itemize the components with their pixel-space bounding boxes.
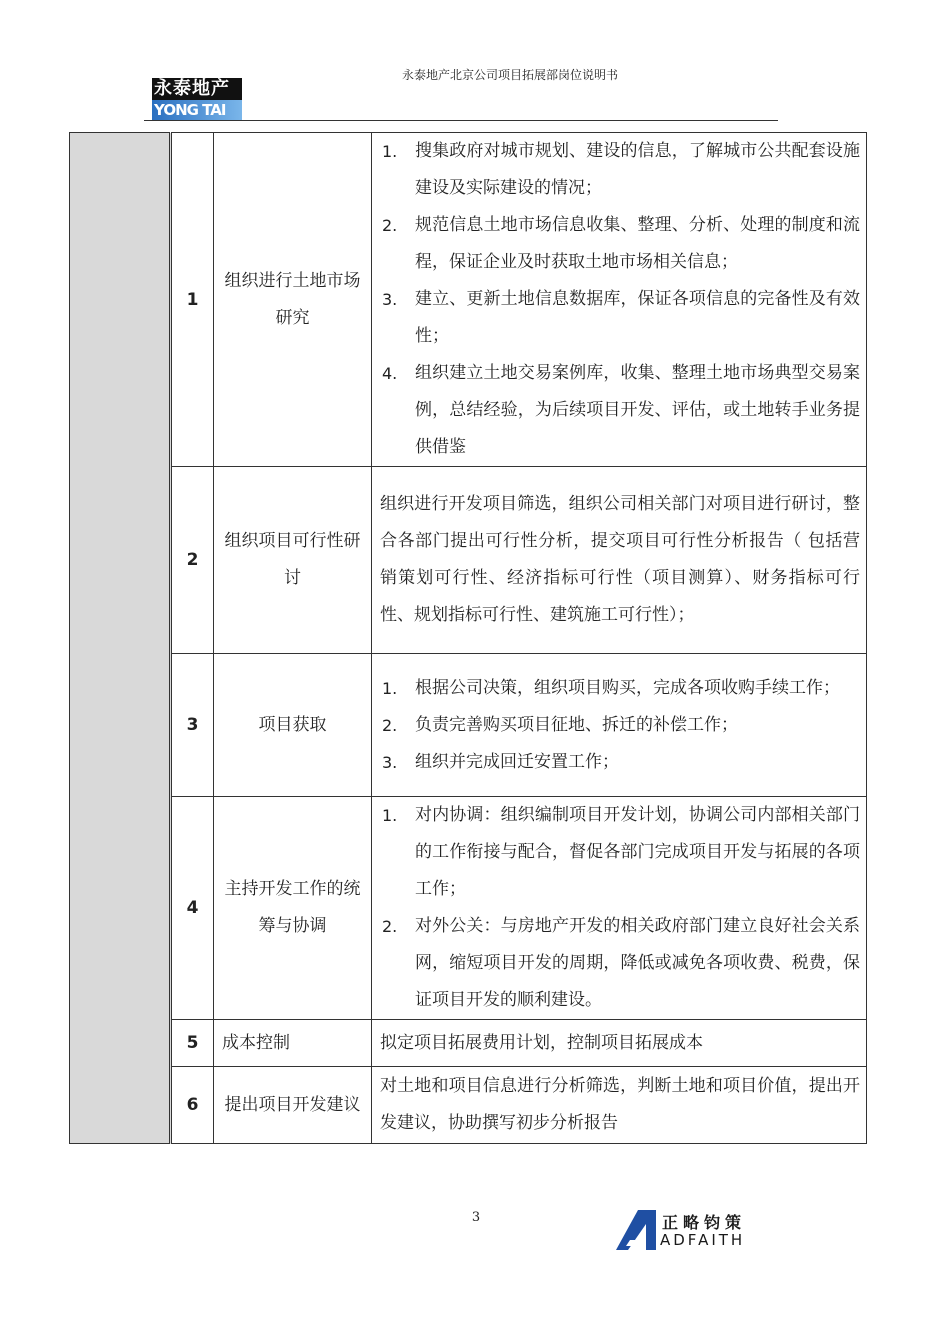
company-logo bbox=[152, 78, 242, 122]
duty-title: 主持开发工作的统筹与协调 bbox=[214, 797, 372, 1020]
list-number: 1. bbox=[382, 806, 398, 825]
list-item bbox=[380, 707, 860, 744]
logo-chinese-text: 永泰地产 bbox=[152, 78, 242, 100]
document-title: 永泰地产北京公司项目拓展部岗位说明书 bbox=[401, 68, 618, 82]
list-number: 1. bbox=[382, 678, 398, 698]
adfaith-logo-icon bbox=[616, 1210, 656, 1250]
duty-description bbox=[372, 133, 867, 467]
list-number: 2. bbox=[382, 917, 398, 936]
duties-table bbox=[69, 132, 867, 1144]
table-row bbox=[70, 467, 867, 654]
list-item bbox=[380, 207, 860, 281]
list-text: 组织建立土地交易案例库，收集、整理土地市场典型交易案例，总结经验，为后续项目开发、评估，或土地转手业务提供借鉴 bbox=[415, 363, 860, 457]
duty-description bbox=[372, 797, 867, 1020]
list-item bbox=[380, 670, 860, 707]
table-row bbox=[70, 654, 867, 797]
table-row bbox=[70, 1020, 867, 1067]
list-text: 对内协调：组织编制项目开发计划，协调公司内部相关部门的工作衔接与配合，督促各部门完成项目开发与拓展的各项工作； bbox=[415, 805, 860, 899]
list-item bbox=[380, 281, 860, 355]
list-text: 根据公司决策，组织项目购买，完成各项收购手续工作； bbox=[415, 677, 840, 698]
list-text: 建立、更新土地信息数据库，保证各项信息的完备性及有效性； bbox=[415, 289, 860, 346]
brand-chinese-name: 正略钧策 bbox=[662, 1213, 747, 1232]
table-row bbox=[70, 133, 867, 467]
list-item bbox=[380, 133, 860, 207]
list-item bbox=[380, 797, 860, 908]
duty-number: 4 bbox=[171, 797, 214, 1020]
page-number: 3 bbox=[471, 1210, 481, 1225]
list-text: 对外公关：与房地产开发的相关政府部门建立良好社会关系网，缩短项目开发的周期，降低或减免各项收费、税费，保证项目开发的顺利建设。 bbox=[415, 916, 860, 1010]
duty-title: 组织进行土地市场研究 bbox=[214, 133, 372, 467]
duty-number: 6 bbox=[171, 1067, 214, 1144]
duty-title: 项目获取 bbox=[214, 654, 372, 797]
list-text: 负责完善购买项目征地、拆迁的补偿工作； bbox=[415, 714, 738, 735]
duty-description: 组织进行开发项目筛选，组织公司相关部门对项目进行研讨，整合各部门提出可行性分析，提交项目可行性分析报告（ 包括营销策划可行性、经济指标可行性（项目测算）、财务指标可行性、规划指标可行性、建筑施工可行性）； bbox=[372, 467, 867, 654]
duty-description: 拟定项目拓展费用计划，控制项目拓展成本 bbox=[372, 1020, 867, 1067]
duty-title: 组织项目可行性研讨 bbox=[214, 467, 372, 654]
list-number: 4. bbox=[382, 364, 398, 383]
list-item bbox=[380, 908, 860, 1019]
list-number: 1. bbox=[382, 142, 398, 161]
list-text: 搜集政府对城市规划、建设的信息，了解城市公共配套设施建设及实际建设的情况； bbox=[415, 141, 860, 198]
list-number: 2. bbox=[382, 216, 398, 235]
list-number: 2. bbox=[382, 715, 398, 735]
duty-title: 成本控制 bbox=[214, 1020, 372, 1067]
list-item bbox=[380, 355, 860, 466]
duty-number: 1 bbox=[171, 133, 214, 467]
duty-description bbox=[372, 654, 867, 797]
duty-number: 3 bbox=[171, 654, 214, 797]
list-text: 组织并完成回迁安置工作； bbox=[415, 751, 619, 772]
duty-number: 5 bbox=[171, 1020, 214, 1067]
list-text: 规范信息土地市场信息收集、整理、分析、处理的制度和流程，保证企业及时获取土地市场相关信息； bbox=[415, 215, 860, 272]
list-item bbox=[380, 744, 860, 781]
duty-description: 对土地和项目信息进行分析筛选，判断土地和项目价值，提出开发建议，协助撰写初步分析报告 bbox=[372, 1067, 867, 1144]
duty-number: 2 bbox=[171, 467, 214, 654]
side-label-column bbox=[70, 133, 171, 1144]
logo-english-text: YONG TAI bbox=[152, 100, 242, 120]
table-row bbox=[70, 797, 867, 1020]
list-number: 3. bbox=[382, 752, 398, 772]
duty-title: 提出项目开发建议 bbox=[214, 1067, 372, 1144]
header-divider bbox=[144, 120, 778, 121]
list-number: 3. bbox=[382, 290, 398, 309]
table-row bbox=[70, 1067, 867, 1144]
brand-english-name: ADFAITH bbox=[660, 1231, 746, 1249]
consultant-logo bbox=[616, 1210, 756, 1250]
